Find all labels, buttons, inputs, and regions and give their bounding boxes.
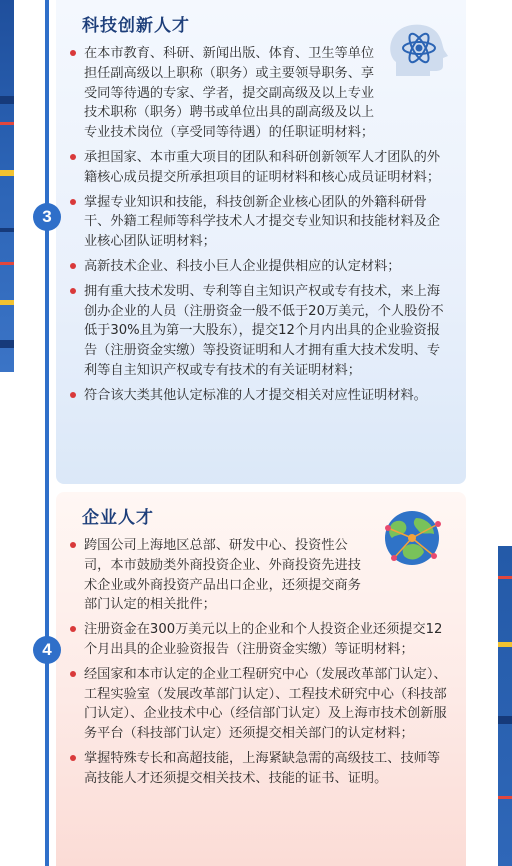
list-item: 高新技术企业、科技小巨人企业提供相应的认定材料； <box>70 257 448 277</box>
list-item: 符合该大类其他认定标准的人才提交相关对应性证明材料。 <box>70 386 448 406</box>
section-tech-talent <box>56 0 466 484</box>
list-item: 在本市教育、科研、新闻出版、体育、卫生等单位担任副高级以上职称（职务）或主要领导职务、享受同等待遇的专家、学者，提交副高级及以上专业技术职称（职务）聘书或单位出具的副高级及以上专业技术岗位（享受同等待遇）的任职证明材料； <box>70 44 448 143</box>
list-item: 掌握特殊专长和高超技能，上海紧缺急需的高级技工、技师等高技能人才还须提交相关技术、技能的证书、证明。 <box>70 749 448 789</box>
enterprise-requirement-list <box>70 536 448 789</box>
section-title: 企业人才 <box>82 508 154 528</box>
section-enterprise-talent <box>56 492 466 866</box>
tech-requirement-list <box>70 44 448 406</box>
list-item: 承担国家、本市重大项目的团队和科研创新领军人才团队的外籍核心成员提交所承担项目的证明材料和核心成员证明材料； <box>70 148 448 188</box>
list-item: 经国家和本市认定的企业工程研究中心（发展改革部门认定）、工程实验室（发展改革部门认定）、工程技术研究中心（科技部门认定）、企业技术中心（经信部门认定）及上海市技术创新服务平台（科技部门认定）还须提交相关部门的认定材料； <box>70 665 448 744</box>
list-item: 注册资金在300万美元以上的企业和个人投资企业还须提交12个月出具的企业验资报告（注册资金实缴）等证明材料； <box>70 620 448 660</box>
list-item: 拥有重大技术发明、专利等自主知识产权或专有技术，来上海创办企业的人员（注册资金一般不低于20万美元，个人股份不低于30%且为第一大股东），提交12个月内出具的企业验资报告（注册资金实缴）等投资证明和人才拥有重大技术发明、专利等自主知识产权或专有技术的有关证明材料； <box>70 282 448 381</box>
section-number-badge: 3 <box>33 203 61 231</box>
right-decorative-strip <box>498 546 512 866</box>
timeline-line <box>45 0 49 866</box>
section-title: 科技创新人才 <box>82 16 190 36</box>
list-item: 跨国公司上海地区总部、研发中心、投资性公司，本市鼓励类外商投资企业、外商投资先进技术企业或外商投资产品出口企业，还须提交商务部门认定的相关批件； <box>70 536 448 615</box>
section-number-badge: 4 <box>33 636 61 664</box>
left-decorative-strip <box>0 0 14 372</box>
list-item: 掌握专业知识和技能，科技创新企业核心团队的外籍科研骨干、外籍工程师等科学技术人才提交专业知识和技能材料及企业核心团队证明材料； <box>70 193 448 252</box>
